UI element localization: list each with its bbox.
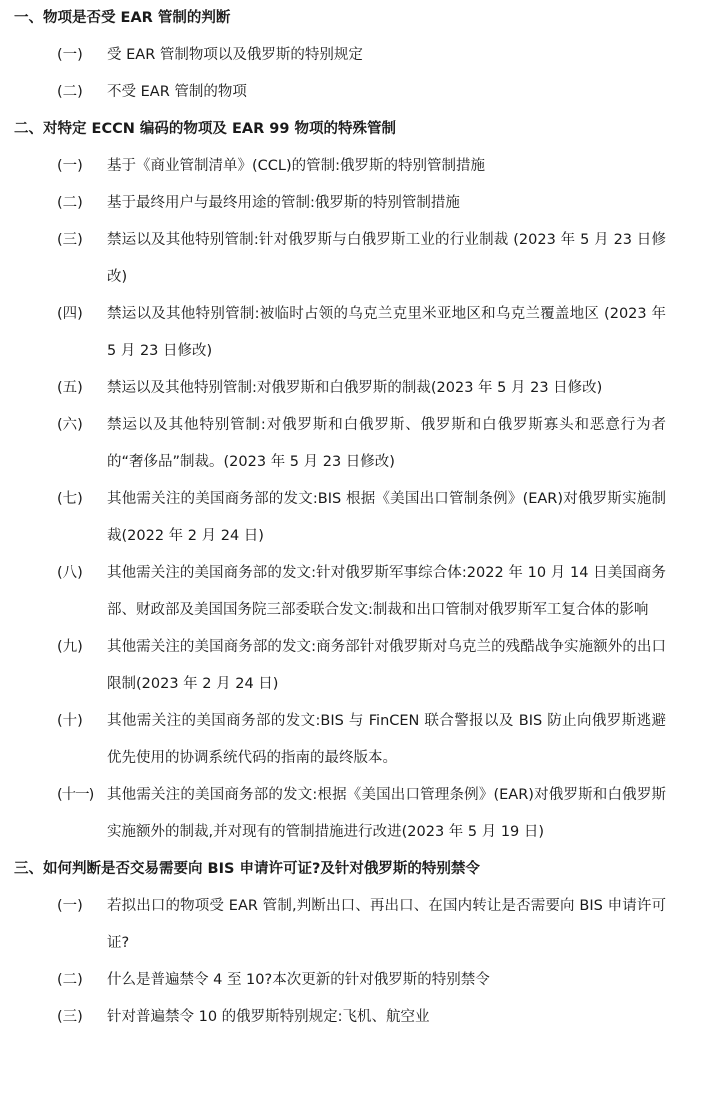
list-item [0, 777, 702, 851]
list-item [0, 370, 702, 407]
list-item [0, 185, 702, 222]
list-item [0, 962, 702, 999]
item-number: (一) [57, 898, 83, 914]
list-item [0, 481, 702, 555]
list-item [0, 703, 702, 777]
item-number: (九) [57, 639, 83, 655]
item-text: 禁运以及其他特别管制:对俄罗斯和白俄罗斯、俄罗斯和白俄罗斯寡头和恶意行为者的“奢侈品”制裁。(2023 年 5 月 23 日修改) [107, 417, 666, 470]
list-item [0, 37, 702, 74]
item-text: 若拟出口的物项受 EAR 管制,判断出口、再出口、在国内转让是否需要向 BIS 申请许可证? [107, 898, 666, 951]
list-item [0, 999, 702, 1036]
list-item [0, 407, 702, 481]
item-text: 基于《商业管制清单》(CCL)的管制:俄罗斯的特别管制措施 [107, 158, 486, 174]
list-item [0, 888, 702, 962]
list-item [0, 222, 702, 296]
item-text: 其他需关注的美国商务部的发文:BIS 与 FinCEN 联合警报以及 BIS 防止向俄罗斯逃避优先使用的协调系统代码的指南的最终版本。 [107, 713, 666, 766]
item-text: 基于最终用户与最终用途的管制:俄罗斯的特别管制措施 [107, 195, 460, 211]
item-number: (十) [57, 713, 83, 729]
item-text: 禁运以及其他特别管制:被临时占领的乌克兰克里米亚地区和乌克兰覆盖地区 (2023 年 5 月 23 日修改) [107, 306, 666, 359]
list-item [0, 148, 702, 185]
item-number: (六) [57, 417, 83, 433]
item-number: (三) [57, 232, 83, 248]
item-number: (四) [57, 306, 83, 322]
item-text: 其他需关注的美国商务部的发文:针对俄罗斯军事综合体:2022 年 10 月 14 日美国商务部、财政部及美国国务院三部委联合发文:制裁和出口管制对俄罗斯军工复合体的影响 [107, 565, 666, 618]
item-number: (一) [57, 158, 83, 174]
list-item [0, 555, 702, 629]
item-text: 什么是普遍禁令 4 至 10?本次更新的针对俄罗斯的特别禁令 [107, 972, 490, 988]
item-number: (五) [57, 380, 83, 396]
item-text: 其他需关注的美国商务部的发文:BIS 根据《美国出口管制条例》(EAR)对俄罗斯实施制裁(2022 年 2 月 24 日) [107, 491, 666, 544]
section-title-2: 二、对特定 ECCN 编码的物项及 EAR 99 物项的特殊管制 [14, 121, 397, 137]
item-number: (七) [57, 491, 83, 507]
section-title-1: 一、物项是否受 EAR 管制的判断 [14, 10, 231, 26]
item-text: 受 EAR 管制物项以及俄罗斯的特别规定 [107, 47, 363, 63]
section-title-3: 三、如何判断是否交易需要向 BIS 申请许可证?及针对俄罗斯的特别禁令 [14, 861, 480, 877]
item-number: (二) [57, 84, 83, 100]
item-text: 禁运以及其他特别管制:针对俄罗斯与白俄罗斯工业的行业制裁 (2023 年 5 月 23 日修改) [107, 232, 666, 285]
item-text: 针对普遍禁令 10 的俄罗斯特别规定:飞机、航空业 [107, 1009, 430, 1025]
item-text: 其他需关注的美国商务部的发文:商务部针对俄罗斯对乌克兰的残酷战争实施额外的出口限制(2023 年 2 月 24 日) [107, 639, 666, 692]
list-item [0, 296, 702, 370]
item-number: (八) [57, 565, 83, 581]
item-number: (二) [57, 195, 83, 211]
item-text: 禁运以及其他特别管制:对俄罗斯和白俄罗斯的制裁(2023 年 5 月 23 日修改) [107, 380, 603, 396]
list-item [0, 629, 702, 703]
item-text: 不受 EAR 管制的物项 [107, 84, 247, 100]
item-text: 其他需关注的美国商务部的发文:根据《美国出口管理条例》(EAR)对俄罗斯和白俄罗斯实施额外的制裁,并对现有的管制措施进行改进(2023 年 5 月 19 日) [107, 787, 666, 840]
list-item [0, 74, 702, 111]
item-number: (一) [57, 47, 83, 63]
item-number: (三) [57, 1009, 83, 1025]
item-number: (十一) [57, 787, 94, 803]
item-number: (二) [57, 972, 83, 988]
